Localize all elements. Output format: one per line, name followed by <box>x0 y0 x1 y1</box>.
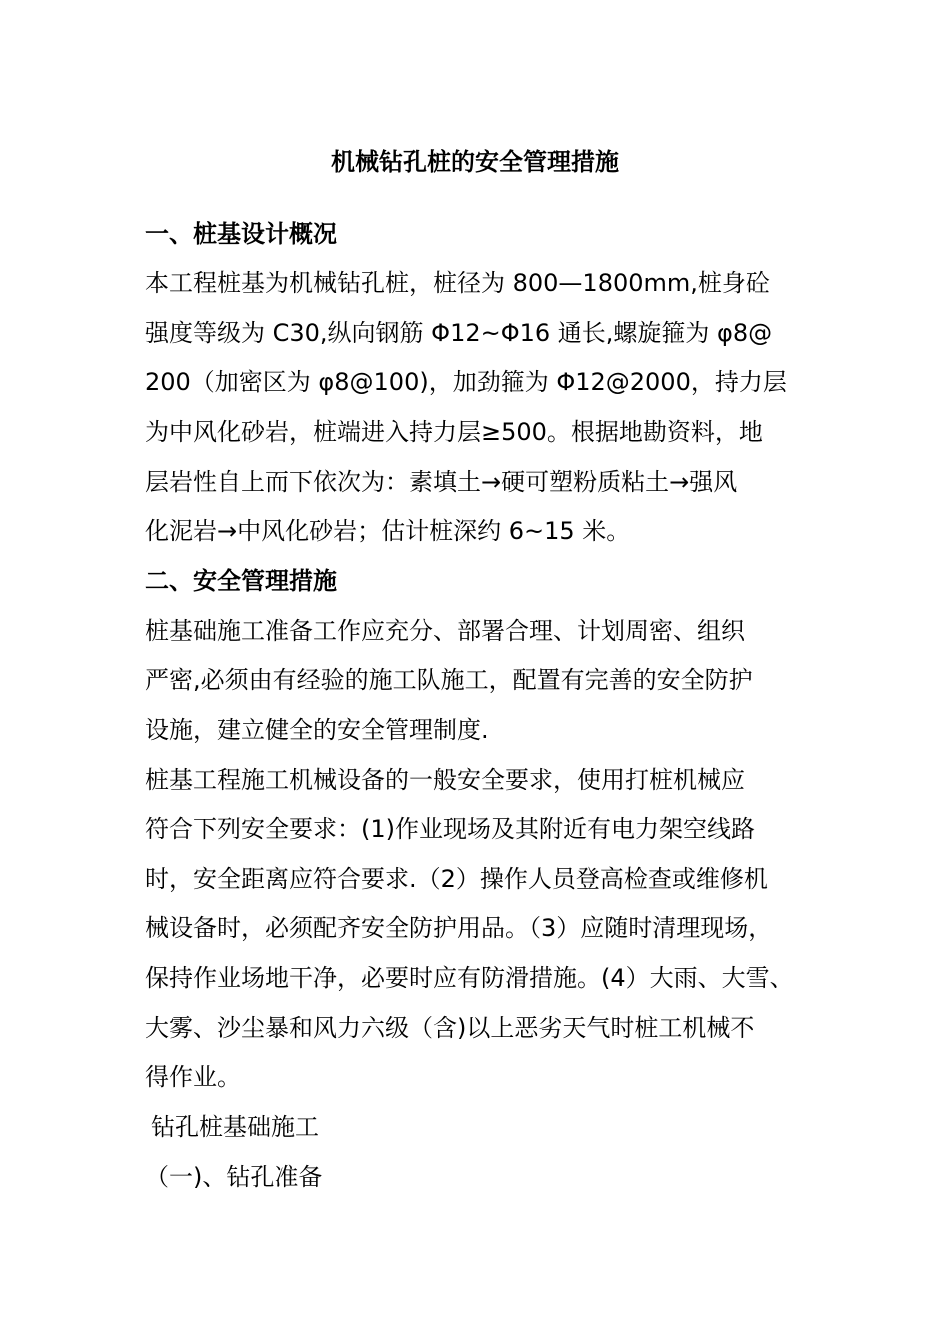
paragraph-line: 桩基工程施工机械设备的一般安全要求，使用打桩机械应 <box>145 766 745 794</box>
paragraph-line: 200（加密区为 φ8@100)，加劲箍为 Φ12@2000，持力层 <box>145 368 787 396</box>
document-title: 机械钻孔桩的安全管理措施 <box>331 148 619 176</box>
paragraph-line: 严密,必须由有经验的施工队施工，配置有完善的安全防护 <box>145 666 753 694</box>
paragraph-line: 保持作业场地干净，必要时应有防滑措施。(4）大雨、大雪、 <box>145 964 794 992</box>
paragraph-line: 层岩性自上而下依次为：素填土→硬可塑粉质粘土→强风 <box>145 468 738 496</box>
paragraph-line: 化泥岩→中风化砂岩；估计桩深约 6~15 米。 <box>145 517 631 545</box>
paragraph-line: 为中风化砂岩，桩端进入持力层≥500。根据地勘资料，地 <box>145 418 763 446</box>
section-heading-design-overview: 一、桩基设计概况 <box>145 220 337 248</box>
paragraph-line: 符合下列安全要求：(1)作业现场及其附近有电力架空线路 <box>145 815 755 843</box>
paragraph-line: 械设备时，必须配齐安全防护用品。（3）应随时清理现场， <box>145 914 773 942</box>
paragraph-line: 时，安全距离应符合要求.（2）操作人员登高检查或维修机 <box>145 865 768 893</box>
paragraph-line: 本工程桩基为机械钻孔桩，桩径为 800—1800mm,桩身砼 <box>145 269 770 297</box>
subheading-drilling-preparation: （一)、钻孔准备 <box>145 1163 323 1191</box>
section-heading-safety-measures: 二、安全管理措施 <box>145 567 337 595</box>
paragraph-line: 大雾、沙尘暴和风力六级（含)以上恶劣天气时桩工机械不 <box>145 1014 755 1042</box>
subheading-drilling-construction: 钻孔桩基础施工 <box>151 1113 319 1141</box>
paragraph-line: 桩基础施工准备工作应充分、部署合理、计划周密、组织 <box>145 617 745 645</box>
paragraph-line: 强度等级为 C30,纵向钢筋 Φ12~Φ16 通长,螺旋箍为 φ8@ <box>145 319 773 347</box>
paragraph-line: 得作业。 <box>145 1063 241 1091</box>
paragraph-line: 设施，建立健全的安全管理制度. <box>145 716 489 744</box>
